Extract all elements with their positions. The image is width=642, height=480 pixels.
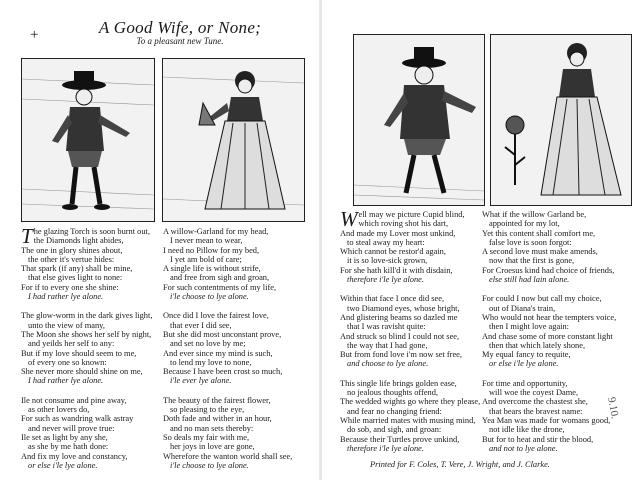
- verse-line: Within that face I once did see,: [340, 294, 445, 304]
- verse-line: For Croesus kind had choice of friends,: [482, 265, 615, 275]
- verse-line: For such as wandring walk astray: [21, 414, 134, 424]
- verse-line: And glistering beams so dazled me: [340, 312, 458, 322]
- refrain-line: therefore i'le lye alone.: [347, 275, 424, 285]
- ballad-title: A Good Wife, or None;: [98, 18, 262, 37]
- verse-line: and no man sets thereby:: [170, 423, 254, 433]
- column-3: [340, 207, 490, 463]
- verse-line: then I might love again:: [489, 322, 570, 332]
- stanza: [340, 207, 490, 285]
- verse-line: What if the willow Garland be,: [482, 210, 587, 219]
- refrain-line: and choose to lye alone.: [347, 359, 429, 369]
- verse-line: That spark (if any) shall be mine,: [21, 264, 133, 274]
- verse-line: This single life brings golden ease,: [340, 378, 457, 388]
- verse-line: no jealous thoughts offend,: [347, 388, 439, 398]
- verse-line: that bears the bravest name:: [489, 406, 583, 416]
- verse-line: She never more should shine on me,: [21, 367, 143, 377]
- verse-line: that else gives light to none:: [28, 273, 123, 283]
- verse-line: which roving shot his dart,: [358, 219, 449, 229]
- refrain-line: therefore i'le lye alone.: [347, 443, 424, 453]
- verse-line: he glazing Torch is soon burnt out,: [33, 227, 150, 236]
- verse-line: For if to every one she shine:: [21, 282, 119, 292]
- drop-cap: T: [21, 224, 33, 248]
- stanza: [21, 224, 161, 302]
- verse-line: not idle like the drone,: [489, 425, 565, 435]
- verse-line: And ever since my mind is such,: [163, 348, 273, 358]
- drop-cap: W: [340, 207, 358, 231]
- verse-line: and never will prove true:: [28, 423, 115, 433]
- verse-line: But from fond love i'm now set free,: [340, 350, 462, 360]
- verse-line: that I was ravisht quite:: [347, 322, 426, 332]
- verse-line: out of Diana's train,: [489, 303, 556, 313]
- verse-line: The glow-worm in the dark gives light,: [21, 311, 153, 321]
- stanza: [163, 227, 313, 301]
- column-1: [21, 224, 161, 480]
- verse-line: that ever I did see,: [170, 320, 232, 330]
- verse-line: The Moon she shows her self by night,: [21, 329, 152, 339]
- verse-line: do sob, and sigh, and groan:: [347, 425, 442, 435]
- cross-mark: +: [30, 27, 39, 43]
- refrain-line: I had rather lye alone.: [28, 376, 104, 386]
- stanza: [482, 210, 632, 284]
- refrain-line: else still had lain alone.: [489, 275, 570, 285]
- printer-imprint: Printed for F. Coles, T. Vere, J. Wright, and J. Clarke.: [370, 460, 550, 469]
- verse-line: as other lovers do,: [28, 405, 90, 415]
- verse-line: A single life is without strife,: [163, 264, 261, 274]
- verse-line: And made my Lover most unkind,: [340, 228, 456, 238]
- verse-line: And fix my love and constancy,: [21, 451, 128, 461]
- verse-line: The wedded wights go where they please,: [340, 397, 481, 407]
- verse-line: of every one so known:: [28, 357, 107, 367]
- verse-line: it is so love-sick grown,: [347, 256, 428, 266]
- verse-line: The one in glory shines about,: [21, 245, 123, 255]
- stanza: [163, 311, 313, 385]
- verse-line: to steal away my heart:: [347, 237, 425, 247]
- verse-line: Which cannot be restor'd again,: [340, 247, 446, 257]
- verse-line: A second love must make amends,: [482, 247, 598, 257]
- verse-line: Wherefore the wanton world shall see,: [163, 451, 293, 461]
- verse-line: will woe the coyest Dame,: [489, 388, 579, 398]
- verse-line: While married mates with musing mind,: [340, 415, 476, 425]
- refrain-line: or else i'le lye alone.: [28, 460, 98, 470]
- woman-with-fan-woodcut-icon: [162, 58, 305, 222]
- stanza: [21, 311, 161, 385]
- verse-line: So deals my fair with me,: [163, 432, 250, 442]
- ballad-subtitle: To a pleasant new Tune.: [136, 36, 224, 46]
- verse-line: Who would not hear the tempters voice,: [482, 312, 617, 322]
- verse-line: I need no Pillow for my bed,: [163, 245, 260, 255]
- verse-line: The beauty of the fairest flower,: [163, 395, 271, 405]
- stanza: [163, 396, 313, 470]
- verse-line: the other it's vertue hides:: [28, 254, 115, 264]
- verse-line: Because their Turtles prove unkind,: [340, 434, 460, 444]
- verse-line: and free from sigh and groan,: [170, 273, 270, 283]
- verse-line: and yeilds her self to any:: [28, 339, 115, 349]
- verse-line: Because I have been crost so much,: [163, 367, 283, 377]
- verse-line: But she did most unconstant prove,: [163, 329, 282, 339]
- refrain-line: and not to lye alone.: [489, 443, 558, 453]
- verse-line: But if my love should seem to me,: [21, 348, 137, 358]
- verse-line: the Diamonds light abides,: [33, 236, 124, 246]
- verse-line: I never mean to wear,: [170, 236, 243, 246]
- verse-line: And overcome the chastest she,: [482, 397, 588, 407]
- verse-line: appointed for my lot,: [489, 219, 560, 229]
- verse-line: then that which lately shone,: [489, 340, 586, 350]
- refrain-line: i'le ever lye alone.: [170, 376, 232, 386]
- column-2: [163, 227, 313, 480]
- verse-line: so pleasing to the eye,: [170, 405, 245, 415]
- man-in-hat-woodcut-icon: [21, 58, 155, 222]
- verse-line: For time and opportunity,: [482, 378, 568, 388]
- verse-line: two Diamond eyes, whose bright,: [347, 303, 460, 313]
- verse-line: For such contentments of my life,: [163, 282, 277, 292]
- verse-line: Ile not consume and pine away,: [21, 395, 127, 405]
- verse-line: and fear no changing friend:: [347, 406, 442, 416]
- verse-line: to lend my love to none,: [170, 357, 252, 367]
- verse-line: My equal fancy to requite,: [482, 350, 571, 360]
- verse-line: Once did I love the fairest love,: [163, 311, 269, 321]
- verse-line: as she by me hath done:: [28, 442, 109, 452]
- verse-line: Doth fade and wither in an hour,: [163, 414, 272, 424]
- verse-line: now that the first is gone,: [489, 256, 575, 266]
- verse-line: For she hath kill'd it with disdain,: [340, 265, 453, 275]
- verse-line: And chase some of more constant light: [482, 331, 613, 341]
- verse-line: her joys in love are gone,: [170, 442, 255, 452]
- verse-line: A willow-Garland for my head,: [163, 227, 269, 236]
- refrain-line: i'le choose to lye alone.: [170, 292, 249, 302]
- woman-in-gown-with-flower-woodcut-icon: [490, 34, 632, 206]
- verse-line: the way that I had gone,: [347, 340, 428, 350]
- column-4: [482, 210, 632, 463]
- verse-line: and set no love by me;: [170, 339, 246, 349]
- verse-line: Ile set as light by any she,: [21, 432, 108, 442]
- verse-line: For could I now but call my choice,: [482, 294, 602, 304]
- verse-line: I yet am bold of care;: [170, 254, 242, 264]
- refrain-line: i'le choose to lye alone.: [170, 460, 249, 470]
- stanza: [340, 379, 490, 453]
- verse-line: But for to heat and stir the blood,: [482, 434, 594, 444]
- stanza: [21, 396, 161, 470]
- verse-line: Yea Man was made for womans good,: [482, 415, 611, 425]
- verse-line: Yet this content shall comfort me,: [482, 228, 596, 238]
- refrain-line: or else i'le lye alone.: [489, 359, 559, 369]
- verse-line: unto the view of many,: [28, 320, 105, 330]
- man-in-cloak-woodcut-icon: [353, 34, 485, 206]
- verse-line: ell may we picture Cupid blind,: [358, 210, 465, 219]
- stanza: [482, 294, 632, 368]
- verse-line: And struck so blind I could not see,: [340, 331, 460, 341]
- pencil-note: 9.10.: [605, 396, 621, 420]
- refrain-line: I had rather lye alone.: [28, 292, 104, 302]
- stanza: [340, 294, 490, 368]
- verse-line: false love is soon forgot:: [489, 237, 572, 247]
